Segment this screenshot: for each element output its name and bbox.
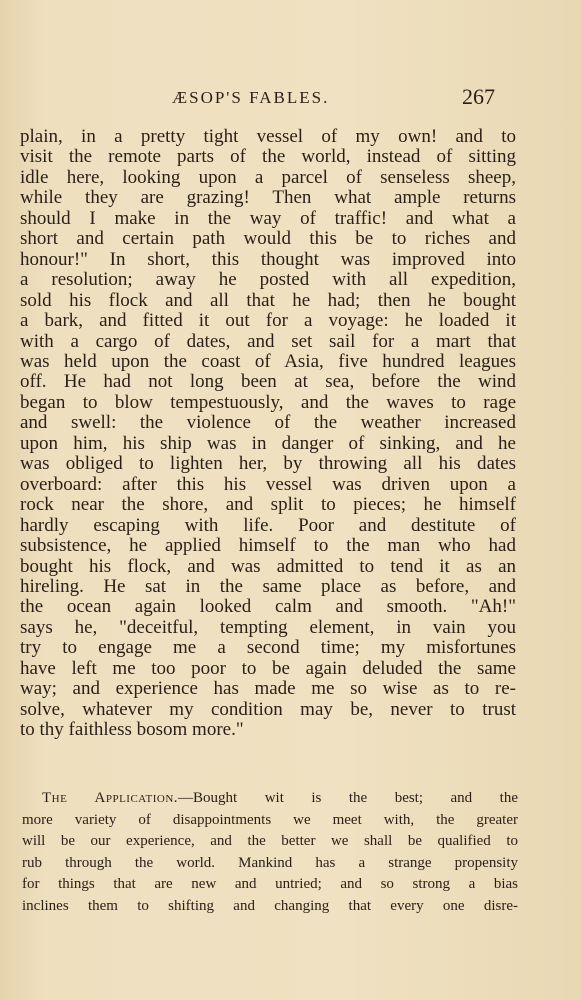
application-line: will be our experience, and the better we shall be qualified to — [22, 833, 518, 850]
body-line: solve, whatever my condition may be, never to trust — [20, 698, 516, 720]
application-first-line-text: —Bought wit is the best; and the — [178, 790, 519, 806]
application-heading: The Application. — [42, 790, 179, 806]
body-line: to thy faithless bosom more." — [20, 719, 244, 741]
body-line: hardly escaping with life. Poor and destitute of — [20, 514, 516, 536]
body-line: while they are grazing! Then what ample returns — [20, 187, 516, 209]
page-header — [0, 84, 581, 114]
body-line: way; and experience has made me so wise as to re- — [20, 678, 516, 700]
application-line: rub through the world. Mankind has a strange propensity — [22, 854, 518, 871]
body-line: the ocean again looked calm and smooth. "Ah!" — [20, 596, 516, 618]
body-line: was held upon the coast of Asia, five hundred leagues — [20, 350, 516, 372]
body-line: short and certain path would this be to riches and — [20, 228, 516, 250]
body-line: honour!" In short, this thought was improved into — [20, 248, 516, 270]
fable-body-text — [20, 127, 516, 741]
page-number: 267 — [462, 84, 495, 109]
application-line: for things that are new and untried; and so strong a bias — [22, 876, 518, 893]
body-line: overboard: after this his vessel was driven upon a — [20, 473, 516, 495]
body-line: began to blow tempestuously, and the waves to rage — [20, 391, 516, 413]
body-line: and swell: the violence of the weather increased — [20, 412, 516, 434]
body-line: bought his flock, and was admitted to tend it as an — [20, 555, 516, 577]
body-line: sold his flock and all that he had; then he bought — [20, 289, 516, 311]
body-line: says he, "deceitful, tempting element, in vain you — [20, 616, 516, 638]
application-line — [22, 788, 518, 810]
body-line: visit the remote parts of the world, instead of sitting — [20, 146, 516, 168]
body-line: was obliged to lighten her, by throwing all his dates — [20, 453, 516, 475]
application-paragraph — [22, 788, 518, 918]
body-line: idle here, looking upon a parcel of senseless sheep, — [20, 166, 516, 188]
body-line: rock near the shore, and split to pieces; he himself — [20, 494, 516, 516]
body-line: subsistence, he applied himself to the man who had — [20, 535, 516, 557]
body-line: try to engage me a second time; my misfortunes — [20, 637, 516, 659]
body-line: with a cargo of dates, and set sail for a mart that — [20, 330, 516, 352]
body-line: upon him, his ship was in danger of sinking, and he — [20, 432, 516, 454]
application-line: inclines them to shifting and changing that every one disre- — [22, 897, 518, 914]
body-line: plain, in a pretty tight vessel of my own! and to — [20, 126, 516, 147]
body-line: have left me too poor to be again deluded the same — [20, 657, 516, 679]
body-line: a bark, and fitted it out for a voyage: he loaded it — [20, 310, 516, 332]
running-head: ÆSOP'S FABLES. — [172, 88, 330, 107]
body-line: off. He had not long been at sea, before the wind — [20, 371, 516, 393]
body-line: should I make in the way of traffic! and what a — [20, 207, 516, 229]
body-line: hireling. He sat in the same place as before, and — [20, 575, 516, 597]
application-line: more variety of disappointments we meet with, the greater — [22, 811, 518, 828]
body-line: a resolution; away he posted with all expedition, — [20, 269, 516, 291]
